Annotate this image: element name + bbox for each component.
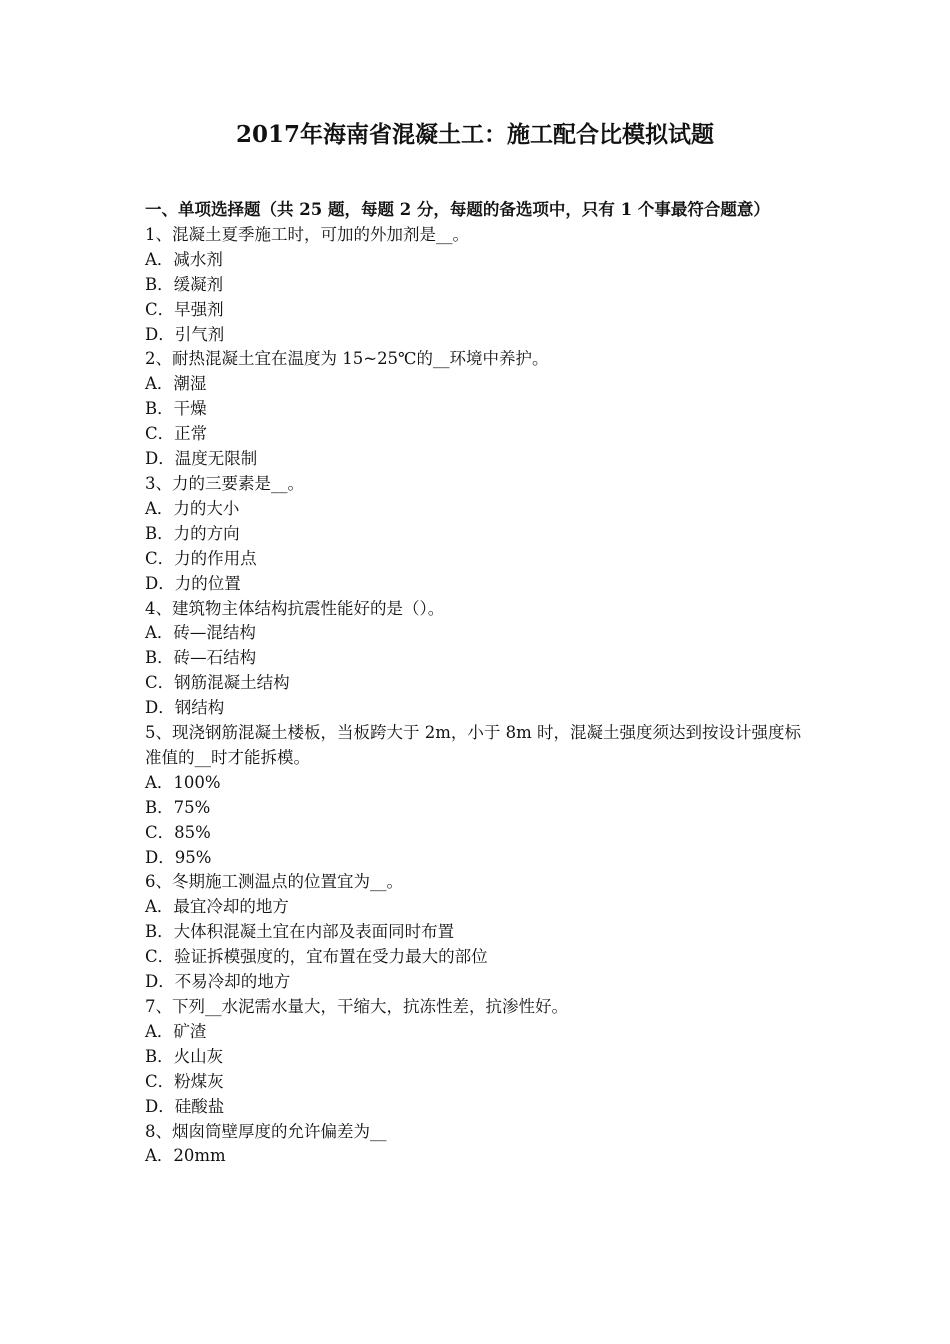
question-6	[145, 870, 810, 995]
question-text: 2、耐热混凝土宜在温度为 15~25℃的__环境中养护。	[145, 349, 549, 369]
option-d: D．硅酸盐	[145, 1096, 225, 1116]
question-text: 6、冬期施工测温点的位置宜为__。	[145, 872, 403, 892]
question-text: 7、下列__水泥需水量大，干缩大，抗冻性差，抗渗性好。	[145, 997, 568, 1016]
option-a: A．矿渣	[145, 1021, 207, 1041]
option-b: B．75%	[145, 797, 211, 817]
question-3	[145, 472, 810, 597]
option-c: C．早强剂	[145, 299, 224, 319]
question-text: 3、力的三要素是__。	[145, 473, 304, 493]
option-c: C．力的作用点	[145, 548, 257, 568]
option-a: A．20mm	[145, 1146, 226, 1166]
question-text: 8、烟囱筒壁厚度的允许偏差为__	[145, 1121, 387, 1141]
option-d: D．不易冷却的地方	[145, 972, 291, 992]
option-d: D．力的位置	[145, 573, 241, 593]
document-body	[145, 198, 810, 1169]
option-a: A．砖—混结构	[145, 623, 256, 643]
option-b: B．砖—石结构	[145, 648, 257, 668]
option-a: A．减水剂	[145, 249, 223, 269]
option-c: C．正常	[145, 424, 208, 444]
option-a: A．潮湿	[145, 374, 207, 394]
option-b: B．力的方向	[145, 523, 240, 543]
option-c: C．钢筋混凝土结构	[145, 673, 290, 693]
option-d: D．引气剂	[145, 324, 225, 344]
question-text: 4、建筑物主体结构抗震性能好的是（）。	[145, 598, 445, 618]
option-b: B．大体积混凝土宜在内部及表面同时布置	[145, 922, 455, 942]
section-heading: 一、单项选择题（共 25 题，每题 2 分，每题的备选项中，只有 1 个事最符合题意）	[145, 200, 770, 219]
document-title: 2017年海南省混凝土工：施工配合比模拟试题	[235, 121, 714, 148]
option-c: C．粉煤灰	[145, 1071, 224, 1091]
question-7	[145, 995, 810, 1120]
option-a: A．力的大小	[145, 498, 240, 518]
question-8	[145, 1120, 810, 1170]
option-c: C．85%	[145, 822, 211, 842]
question-2	[145, 347, 810, 472]
question-4	[145, 597, 810, 722]
question-text: 5、现浇钢筋混凝土楼板，当板跨大于 2m，小于 8m 时，混凝土强度须达到按设计强度标准值的__时才能拆模。	[145, 723, 802, 767]
option-d: D．钢结构	[145, 698, 225, 718]
question-text: 1、混凝土夏季施工时，可加的外加剂是__。	[145, 224, 469, 244]
option-b: B．干燥	[145, 399, 207, 419]
question-5	[145, 721, 810, 870]
option-d: D．温度无限制	[145, 449, 258, 469]
option-d: D．95%	[145, 847, 212, 867]
option-b: B．火山灰	[145, 1046, 224, 1066]
question-1	[145, 223, 810, 348]
option-b: B．缓凝剂	[145, 274, 224, 294]
option-c: C．验证拆模强度的，宜布置在受力最大的部位	[145, 947, 488, 967]
option-a: A．最宜冷却的地方	[145, 897, 289, 917]
option-a: A．100%	[145, 772, 221, 792]
